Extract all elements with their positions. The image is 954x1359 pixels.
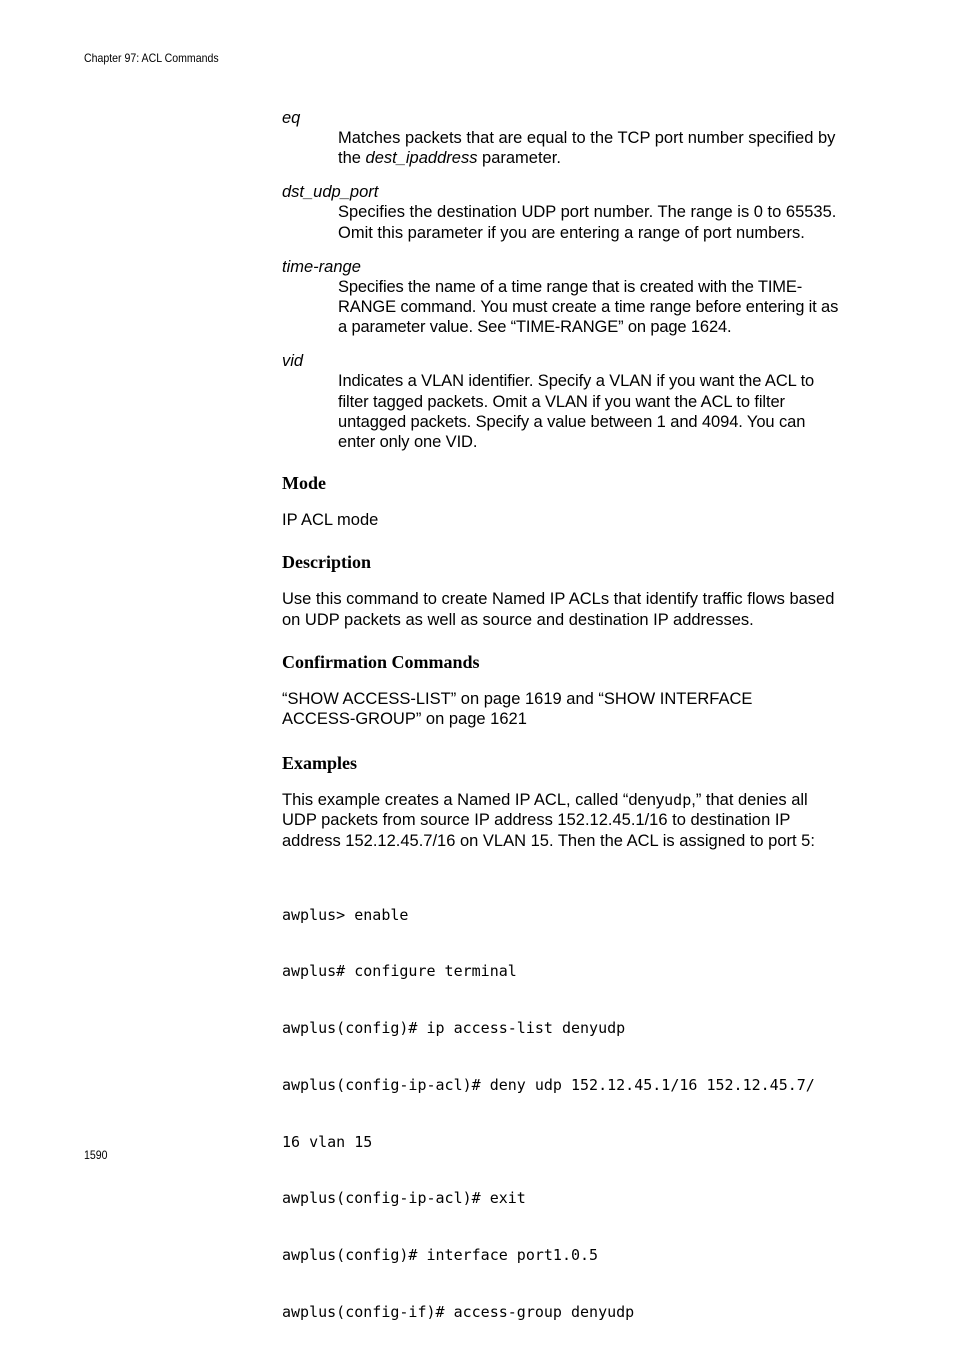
code-line: 16 vlan 15 xyxy=(282,1132,373,1151)
confirmation-text: “SHOW ACCESS-LIST” on page 1619 and “SHOW INTERFACE ACCESS-GROUP” on page 1621 xyxy=(282,689,753,729)
param-dst-udp-port xyxy=(282,182,842,242)
param-name: dst_udp_port xyxy=(282,183,379,202)
code-line: awplus# configure terminal xyxy=(282,962,517,981)
code-block xyxy=(282,868,842,1359)
param-name: vid xyxy=(282,352,304,371)
param-desc-text: parameter. xyxy=(477,149,561,168)
param-desc-italic: dest_ipaddress xyxy=(365,149,478,168)
param-description: Specifies the name of a time range that is created with the TIME-RANGE command. You must create a time range before entering it as a parameter value. See “TIME-RANGE” on page 1624. xyxy=(338,277,839,337)
param-name: time-range xyxy=(282,257,361,276)
param-desc-text: Matches packets that are equal to the TCP port number specified by the xyxy=(338,129,836,168)
code-line: awplus(config-if)# access-group denyudp xyxy=(282,1302,635,1321)
param-name: eq xyxy=(282,109,301,127)
examples-text-part: ,” that denies all UDP packets from source IP address 152.12.45.1/16 to destination IP address 152.12.45.7/16 on VLAN 15. Then the ACL is assigned to port 5: xyxy=(282,791,815,850)
examples-text-part: This example creates a Named IP ACL, called “deny xyxy=(282,791,665,810)
examples-text xyxy=(282,790,842,851)
description-heading: Description xyxy=(282,552,371,573)
code-line: awplus(config)# ip access-list denyudp xyxy=(282,1019,626,1038)
param-description xyxy=(338,128,842,168)
page-number: 1590 xyxy=(84,1148,108,1162)
code-line: awplus(config-ip-acl)# deny udp 152.12.45.1/16 152.12.45.7/ xyxy=(282,1075,815,1094)
param-vid xyxy=(282,351,842,452)
examples-heading: Examples xyxy=(282,753,358,774)
param-description: Indicates a VLAN identifier. Specify a VLAN if you want the ACL to filter tagged packets. Omit a VLAN if you want the ACL to filter untagged packets. Specify a value between 1 and 4094. You can enter only one VID. xyxy=(338,372,815,452)
param-time-range xyxy=(282,257,842,338)
page-content xyxy=(282,108,842,1359)
param-description: Specifies the destination UDP port number. The range is 0 to 65535. Omit this parameter if you are entering a range of port numbers. xyxy=(338,203,837,242)
mode-text: IP ACL mode xyxy=(282,511,379,530)
description-text: Use this command to create Named IP ACLs that identify traffic flows based on UDP packets as well as source and destination IP addresses. xyxy=(282,590,835,629)
running-header: Chapter 97: ACL Commands xyxy=(84,51,219,65)
code-line: awplus(config)# interface port1.0.5 xyxy=(282,1245,599,1264)
examples-text-mono: udp xyxy=(664,791,692,810)
mode-heading: Mode xyxy=(282,473,326,494)
code-line: awplus> enable xyxy=(282,905,409,924)
code-line: awplus(config-ip-acl)# exit xyxy=(282,1189,526,1208)
param-eq xyxy=(282,108,842,168)
confirmation-heading: Confirmation Commands xyxy=(282,651,480,672)
